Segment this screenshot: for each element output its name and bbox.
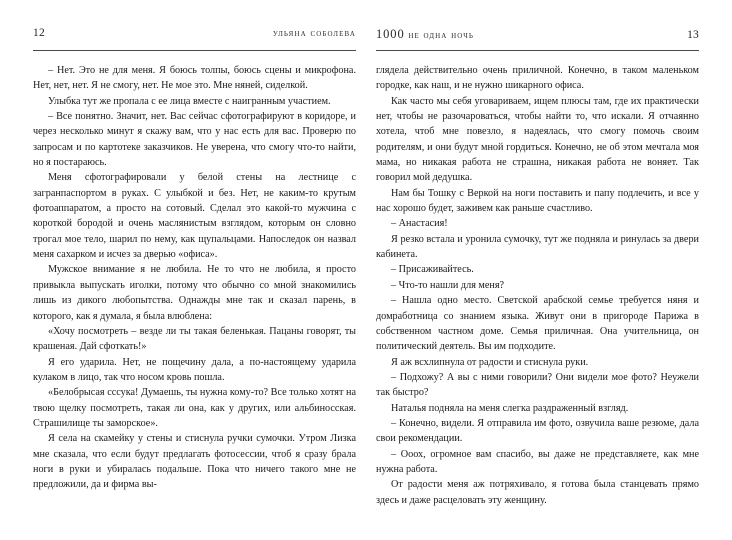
paragraph: «Хочу посмотреть – везде ли ты такая беленькая. Пацаны говорят, ты крашеная. Дай сфоткать!» [33,325,356,353]
paragraph: Наталья подняла на меня слегка раздраженный взгляд. [391,402,629,414]
paragraph: Я аж всхлипнула от радости и стиснула руки. [391,356,589,368]
paragraph: Я его ударила. Нет, не пощечину дала, а по-настоящему ударила кулаком в лицо, так что носом кровь пошла. [33,356,356,383]
book-title-figures: 1000 [376,27,405,41]
paragraph: Я села на скамейку у стены и стиснула ручки сумочки. Утром Лизка мне сказала, что если будут предлагать фотосессии, чтоб я сразу брала ноги в руки и убиралась подальше. Пока что ничего такого мне не предложили, да и фирма вы- [33,433,356,491]
left-text-block [33,63,356,493]
paragraph: – Анастасия! [391,218,448,230]
paragraph: Мужское внимание я не любила. Не то что не любила, я просто привыкла выпускать иголки, потому что обычно со мной знакомились лишь из дикого любопытства. Однажды мне так и сказал парень, в которого, как я думала, я была влюблена: [33,264,356,322]
paragraph: – Все понятно. Значит, нет. Вас сейчас сфотографируют в коридоре, и через несколько минут я скажу вам, что у нас есть для вас. Проверю по запросам и по картотеке заказчиков. Не уверена, что смогу что-то найти, но я постараюсь. [33,111,356,169]
right-head-rule [376,50,699,51]
paragraph: От радости меня аж потряхивало, я готова была станцевать прямо здесь и даже расцеловать эту женщину. [376,479,699,506]
paragraph: – Подхожу? А вы с ними говорили? Они видели мое фото? Неужели так быстро? [376,371,699,399]
left-running-head-title [273,29,356,40]
paragraph: – Ооох, огромное вам спасибо, вы даже не представляете, как мне нужна работа. [376,448,699,475]
paragraph: – Нет. Это не для меня. Я боюсь толпы, боюсь сцены и микрофона. Нет, нет, нет. Я не смогу, нет. Не мое это. Мне няней, сиделкой. [33,65,356,92]
left-head-rule [33,50,356,51]
paragraph: – Конечно, видели. Я отправила им фото, озвучила ваше резюме, дала свои рекомендации. [376,417,699,445]
paragraph: «Белобрысая сссука! Думаешь, ты нужна кому-то? Все только хотят на твою щелку посмотреть, такая ли она, как у других, или альбиносская. Страшилище ты заморское». [33,387,356,429]
right-text-block [376,63,699,508]
paragraph: Меня сфотографировали у белой стены на лестнице с загранпаспортом в руках. С улыбкой и без. Нет, не каким-то крутым фотоаппаратом, а просто на сотовый. Сделал это какой-то мужчина с короткой бородой и очень маслянистым взглядом, которым он словно трогал мое тело, шарил по нему, как щупальцами. Напоследок он назвал меня сахарком и исчез за дверью «офиса». [33,172,356,261]
paragraph: – Нашла одно место. Светской арабской семье требуется няня и домработница со знанием языка. Живут они в пригороде Парижа в собственном частном доме. Семья приличная. Она учительница, он политический деятель. Вы им подходите. [376,295,699,353]
author-name: ульяна соболева [272,28,356,39]
left-folio: 12 [33,27,45,39]
right-page [366,0,732,540]
right-running-head-title [376,28,474,42]
left-running-head [33,28,356,46]
right-folio: 13 [687,29,699,41]
right-running-head [376,28,699,46]
book-title-words: не одна ночь [408,30,474,41]
paragraph: – Что-то нашли для меня? [391,279,505,291]
paragraph: глядела действительно очень приличной. Конечно, в таком маленьком городке, как наш, и не нужно шикарного офиса. [376,65,699,92]
paragraph: Нам бы Тошку с Веркой на ноги поставить и папу подлечить, и все у нас хорошо будет, заживем как раньше счастливо. [376,187,699,215]
paragraph: – Присаживайтесь. [391,264,474,276]
paragraph: Улыбка тут же пропала с ее лица вместе с наигранным участием. [48,95,331,107]
paragraph: Как часто мы себя уговариваем, ищем плюсы там, где их практически нет, чтобы не разочароваться, чтобы найти то, что искали. Я отчаянно хотела, чтоб мне повезло, я надеялась, что смогу помочь своим родителям, и они будут мной гордиться. Конечно, не об этом мечтала моя мама, но никакая работа не страшна, никакая работа не воняет. Так говорил мой дедушка. [376,95,699,184]
paragraph: Я резко встала и уронила сумочку, тут же подняла и ринулась за двери кабинета. [376,233,699,261]
